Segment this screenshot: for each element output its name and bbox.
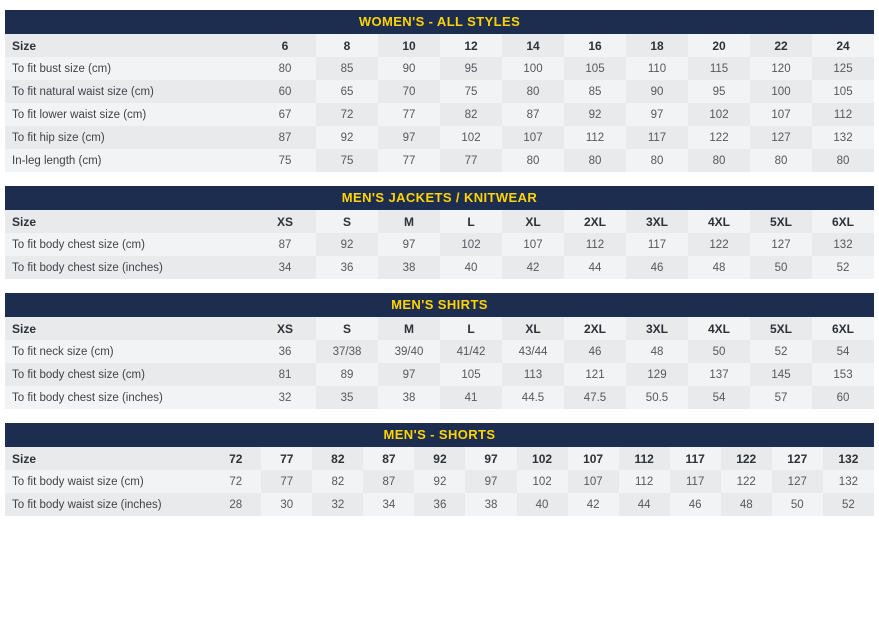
cell: 54 (688, 386, 750, 409)
cell: 39/40 (378, 340, 440, 363)
cell: 36 (316, 256, 378, 279)
column-header: 14 (502, 34, 564, 57)
cell: 72 (316, 103, 378, 126)
cell: 81 (254, 363, 316, 386)
column-header: 4XL (688, 210, 750, 233)
cell: 100 (502, 57, 564, 80)
column-header: 87 (363, 447, 414, 470)
column-header: 4XL (688, 317, 750, 340)
column-header: 12 (440, 34, 502, 57)
table-mens-shirts (5, 317, 874, 409)
cell: 42 (502, 256, 564, 279)
cell: 97 (626, 103, 688, 126)
cell: 80 (254, 57, 316, 80)
cell: 34 (254, 256, 316, 279)
cell: 97 (465, 470, 516, 493)
cell: 85 (564, 80, 626, 103)
column-header: L (440, 317, 502, 340)
column-header: 117 (670, 447, 721, 470)
cell: 32 (254, 386, 316, 409)
cell: 40 (440, 256, 502, 279)
cell: 44.5 (502, 386, 564, 409)
column-header: XS (254, 317, 316, 340)
column-header: 16 (564, 34, 626, 57)
cell: 85 (316, 57, 378, 80)
cell: 41 (440, 386, 502, 409)
cell: 120 (750, 57, 812, 80)
cell: 102 (440, 126, 502, 149)
cell: 80 (564, 149, 626, 172)
table-block-mens-jackets-knitwear (5, 186, 874, 279)
cell: 75 (316, 149, 378, 172)
cell: 132 (812, 233, 874, 256)
cell: 100 (750, 80, 812, 103)
cell: 72 (210, 470, 261, 493)
column-header: 77 (261, 447, 312, 470)
column-header-size: Size (5, 210, 254, 233)
cell: 36 (414, 493, 465, 516)
cell: 80 (502, 80, 564, 103)
cell: 75 (254, 149, 316, 172)
cell: 48 (626, 340, 688, 363)
row-label: To fit lower waist size (cm) (5, 103, 254, 126)
cell: 105 (564, 57, 626, 80)
column-header: 3XL (626, 210, 688, 233)
row-label: In-leg length (cm) (5, 149, 254, 172)
table-row (5, 233, 874, 256)
cell: 38 (465, 493, 516, 516)
cell: 110 (626, 57, 688, 80)
cell: 112 (564, 126, 626, 149)
cell: 54 (812, 340, 874, 363)
cell: 50 (772, 493, 823, 516)
cell: 112 (812, 103, 874, 126)
cell: 121 (564, 363, 626, 386)
column-header: XS (254, 210, 316, 233)
column-header: 107 (568, 447, 619, 470)
column-header: 122 (721, 447, 772, 470)
column-header: L (440, 210, 502, 233)
cell: 137 (688, 363, 750, 386)
table-row (5, 57, 874, 80)
table-mens-shorts (5, 447, 874, 516)
column-header: 72 (210, 447, 261, 470)
column-header: 97 (465, 447, 516, 470)
cell: 113 (502, 363, 564, 386)
table-row (5, 34, 874, 57)
cell: 77 (440, 149, 502, 172)
table-row (5, 317, 874, 340)
cell: 38 (378, 386, 440, 409)
column-header: 3XL (626, 317, 688, 340)
cell: 80 (812, 149, 874, 172)
cell: 52 (750, 340, 812, 363)
cell: 41/42 (440, 340, 502, 363)
column-header: S (316, 317, 378, 340)
cell: 127 (750, 126, 812, 149)
cell: 80 (502, 149, 564, 172)
row-label: To fit natural waist size (cm) (5, 80, 254, 103)
cell: 90 (626, 80, 688, 103)
table-row (5, 103, 874, 126)
cell: 92 (316, 233, 378, 256)
column-header: 2XL (564, 210, 626, 233)
column-header: 6 (254, 34, 316, 57)
table-row (5, 126, 874, 149)
cell: 50.5 (626, 386, 688, 409)
table-block-mens-shirts (5, 293, 874, 409)
cell: 47.5 (564, 386, 626, 409)
cell: 90 (378, 57, 440, 80)
cell: 50 (750, 256, 812, 279)
cell: 28 (210, 493, 261, 516)
column-header: XL (502, 210, 564, 233)
cell: 112 (619, 470, 670, 493)
row-label: To fit bust size (cm) (5, 57, 254, 80)
column-header: 6XL (812, 317, 874, 340)
cell: 122 (688, 126, 750, 149)
cell: 117 (626, 126, 688, 149)
cell: 43/44 (502, 340, 564, 363)
cell: 87 (254, 126, 316, 149)
column-header: 5XL (750, 317, 812, 340)
cell: 38 (378, 256, 440, 279)
column-header: 8 (316, 34, 378, 57)
cell: 50 (688, 340, 750, 363)
cell: 57 (750, 386, 812, 409)
column-header: M (378, 210, 440, 233)
cell: 125 (812, 57, 874, 80)
cell: 97 (378, 233, 440, 256)
cell: 60 (812, 386, 874, 409)
cell: 92 (316, 126, 378, 149)
table-row (5, 340, 874, 363)
cell: 65 (316, 80, 378, 103)
column-header: 24 (812, 34, 874, 57)
cell: 132 (823, 470, 874, 493)
cell: 46 (564, 340, 626, 363)
table-mens-jackets-knitwear (5, 210, 874, 279)
column-header-size: Size (5, 317, 254, 340)
cell: 37/38 (316, 340, 378, 363)
row-label: To fit body waist size (cm) (5, 470, 210, 493)
cell: 92 (414, 470, 465, 493)
table-row (5, 80, 874, 103)
cell: 52 (823, 493, 874, 516)
cell: 117 (626, 233, 688, 256)
cell: 48 (688, 256, 750, 279)
cell: 97 (378, 126, 440, 149)
cell: 127 (772, 470, 823, 493)
cell: 102 (517, 470, 568, 493)
cell: 60 (254, 80, 316, 103)
table-block-womens-all-styles (5, 10, 874, 172)
cell: 77 (261, 470, 312, 493)
cell: 107 (568, 470, 619, 493)
cell: 67 (254, 103, 316, 126)
row-label: To fit body chest size (inches) (5, 256, 254, 279)
cell: 44 (619, 493, 670, 516)
column-header: 112 (619, 447, 670, 470)
cell: 82 (440, 103, 502, 126)
cell: 46 (626, 256, 688, 279)
cell: 89 (316, 363, 378, 386)
cell: 105 (440, 363, 502, 386)
row-label: To fit body chest size (inches) (5, 386, 254, 409)
column-header: 132 (823, 447, 874, 470)
cell: 107 (502, 233, 564, 256)
column-header: 10 (378, 34, 440, 57)
column-header: 6XL (812, 210, 874, 233)
cell: 122 (721, 470, 772, 493)
column-header: 20 (688, 34, 750, 57)
cell: 95 (688, 80, 750, 103)
cell: 145 (750, 363, 812, 386)
table-row (5, 363, 874, 386)
cell: 92 (564, 103, 626, 126)
row-label: To fit body waist size (inches) (5, 493, 210, 516)
column-header: S (316, 210, 378, 233)
row-label: To fit body chest size (cm) (5, 233, 254, 256)
cell: 115 (688, 57, 750, 80)
cell: 70 (378, 80, 440, 103)
column-header: 82 (312, 447, 363, 470)
cell: 36 (254, 340, 316, 363)
table-row (5, 149, 874, 172)
cell: 97 (378, 363, 440, 386)
cell: 87 (254, 233, 316, 256)
column-header: 127 (772, 447, 823, 470)
row-label: To fit neck size (cm) (5, 340, 254, 363)
table-row (5, 493, 874, 516)
cell: 122 (688, 233, 750, 256)
table-title-womens-all-styles: WOMEN'S - ALL STYLES (5, 10, 874, 34)
cell: 46 (670, 493, 721, 516)
cell: 40 (517, 493, 568, 516)
cell: 30 (261, 493, 312, 516)
column-header: 92 (414, 447, 465, 470)
cell: 87 (502, 103, 564, 126)
row-label: To fit hip size (cm) (5, 126, 254, 149)
cell: 77 (378, 149, 440, 172)
cell: 117 (670, 470, 721, 493)
column-header: 18 (626, 34, 688, 57)
column-header-size: Size (5, 34, 254, 57)
cell: 48 (721, 493, 772, 516)
cell: 105 (812, 80, 874, 103)
column-header: M (378, 317, 440, 340)
cell: 102 (688, 103, 750, 126)
cell: 75 (440, 80, 502, 103)
cell: 35 (316, 386, 378, 409)
table-row (5, 386, 874, 409)
cell: 153 (812, 363, 874, 386)
cell: 34 (363, 493, 414, 516)
table-row (5, 447, 874, 470)
table-title-mens-shirts: MEN'S SHIRTS (5, 293, 874, 317)
column-header: 2XL (564, 317, 626, 340)
cell: 95 (440, 57, 502, 80)
table-row (5, 256, 874, 279)
table-title-mens-shorts: MEN'S - SHORTS (5, 423, 874, 447)
cell: 129 (626, 363, 688, 386)
column-header: 102 (517, 447, 568, 470)
table-womens-all-styles (5, 34, 874, 172)
table-row (5, 210, 874, 233)
table-title-mens-jackets-knitwear: MEN'S JACKETS / KNITWEAR (5, 186, 874, 210)
column-header-size: Size (5, 447, 210, 470)
cell: 80 (626, 149, 688, 172)
cell: 32 (312, 493, 363, 516)
column-header: 22 (750, 34, 812, 57)
row-label: To fit body chest size (cm) (5, 363, 254, 386)
table-row (5, 470, 874, 493)
cell: 107 (750, 103, 812, 126)
column-header: 5XL (750, 210, 812, 233)
cell: 77 (378, 103, 440, 126)
cell: 87 (363, 470, 414, 493)
cell: 44 (564, 256, 626, 279)
cell: 102 (440, 233, 502, 256)
cell: 52 (812, 256, 874, 279)
cell: 42 (568, 493, 619, 516)
cell: 107 (502, 126, 564, 149)
cell: 80 (688, 149, 750, 172)
cell: 112 (564, 233, 626, 256)
cell: 82 (312, 470, 363, 493)
table-block-mens-shorts (5, 423, 874, 516)
cell: 127 (750, 233, 812, 256)
cell: 80 (750, 149, 812, 172)
column-header: XL (502, 317, 564, 340)
cell: 132 (812, 126, 874, 149)
